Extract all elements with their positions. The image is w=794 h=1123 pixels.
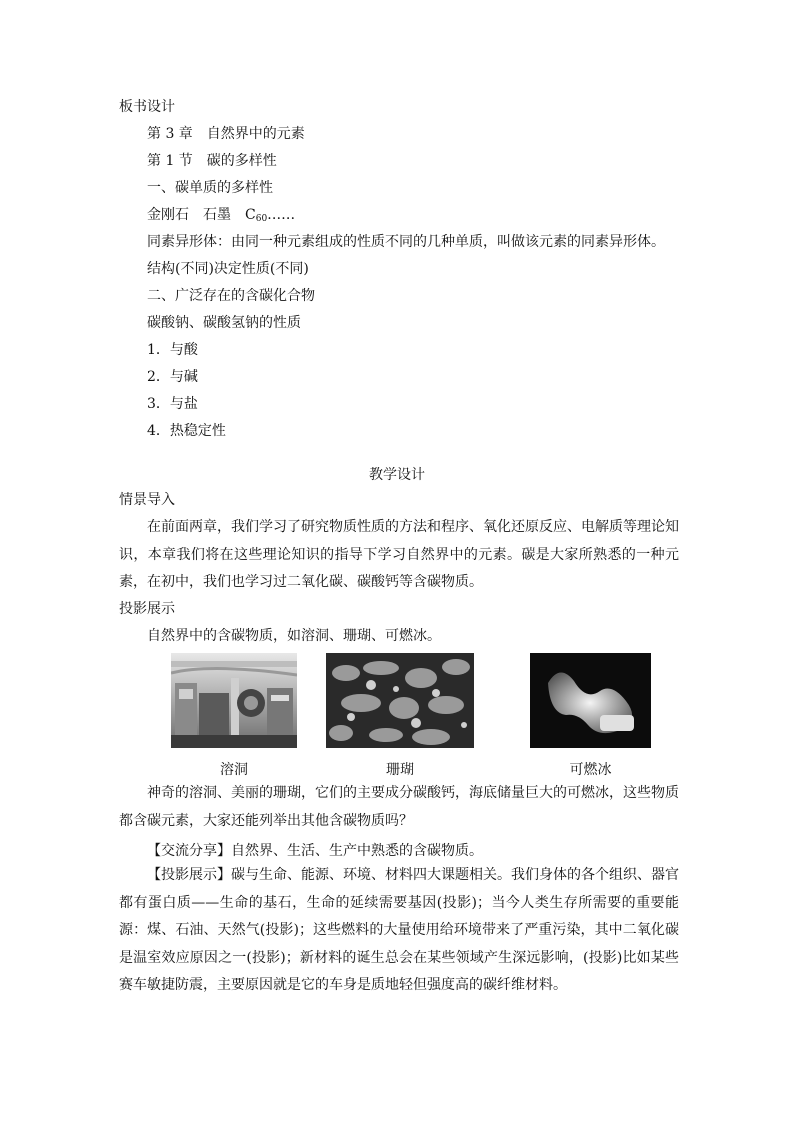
combustible-ice-photo xyxy=(530,653,651,748)
projection-text: 自然界中的含碳物质，如溶洞、珊瑚、可燃冰。 xyxy=(147,628,441,644)
projection-paragraph-text: 碳与生命、能源、环境、材料四大课题相关。我们身体的各个组织、器官都有蛋白质——生命的基石，生命的延续需要基因(投影)；当今人类生存所需要的重要能源：煤、石油、天然气(投影)；这些燃料的大量使用给环境带来了严重污染，其中二氧化碳是温室效应原因之一(投影)；新材料的诞生总会在某些领域产生深远影响，(投影)比如某些赛车敏捷防震，主要原因就是它的车身是质地轻但强度高的碳纤维材料。 xyxy=(119,867,679,993)
forms-subscript: 60 xyxy=(255,214,268,224)
prop-item: 2．与碱 xyxy=(147,369,198,385)
caption-coral: 珊瑚 xyxy=(386,762,414,778)
prop-item: 1．与酸 xyxy=(147,342,198,358)
part2-line: 二、广泛存在的含碳化合物 xyxy=(147,288,315,304)
part1-line: 一、碳单质的多样性 xyxy=(147,180,273,196)
paragraph-after-images: 神奇的溶洞、美丽的珊瑚，它们的主要成分碳酸钙，海底储量巨大的可燃冰，这些物质都含碳元素，大家还能列举出其他含碳物质吗？ xyxy=(119,785,679,829)
props-title: 碳酸钠、碳酸氢钠的性质 xyxy=(147,315,301,331)
projection-tag: 【投影展示】 xyxy=(147,867,231,883)
cave-photo xyxy=(171,653,297,748)
intro-heading: 情景导入 xyxy=(119,492,175,508)
coral-photo xyxy=(326,653,474,748)
prop-item: 3．与盐 xyxy=(147,396,198,412)
structure-line: 结构(不同)决定性质(不同) xyxy=(147,261,309,277)
teaching-title: 教学设计 xyxy=(369,467,425,483)
allotrope-line: 同素异形体：由同一种元素组成的性质不同的几种单质，叫做该元素的同素异形体。 xyxy=(147,234,665,250)
board-heading: 板书设计 xyxy=(119,99,175,115)
section-line: 第 1 节 碳的多样性 xyxy=(147,153,277,169)
forms-suffix: …… xyxy=(267,207,296,223)
intro-paragraph: 在前面两章，我们学习了研究物质性质的方法和程序、氧化还原反应、电解质等理论知识，本章我们将在这些理论知识的指导下学习自然界中的元素。碳是大家所熟悉的一种元素，在初中，我们也学习过二氧化碳、碳酸钙等含碳物质。 xyxy=(119,519,679,590)
chapter-line: 第 3 章 自然界中的元素 xyxy=(147,126,305,142)
caption-cave: 溶洞 xyxy=(220,762,248,778)
caption-combustible-ice: 可燃冰 xyxy=(569,762,612,778)
forms-line xyxy=(147,205,295,229)
prop-item: 4．热稳定性 xyxy=(147,423,226,439)
share-text: 自然界、生活、生产中熟悉的含碳物质。 xyxy=(231,843,483,859)
forms-prefix: 金刚石 石墨 C xyxy=(147,207,256,223)
projection-paragraph xyxy=(119,862,679,1000)
share-tag: 【交流分享】 xyxy=(147,843,231,859)
projection-heading: 投影展示 xyxy=(119,601,175,617)
